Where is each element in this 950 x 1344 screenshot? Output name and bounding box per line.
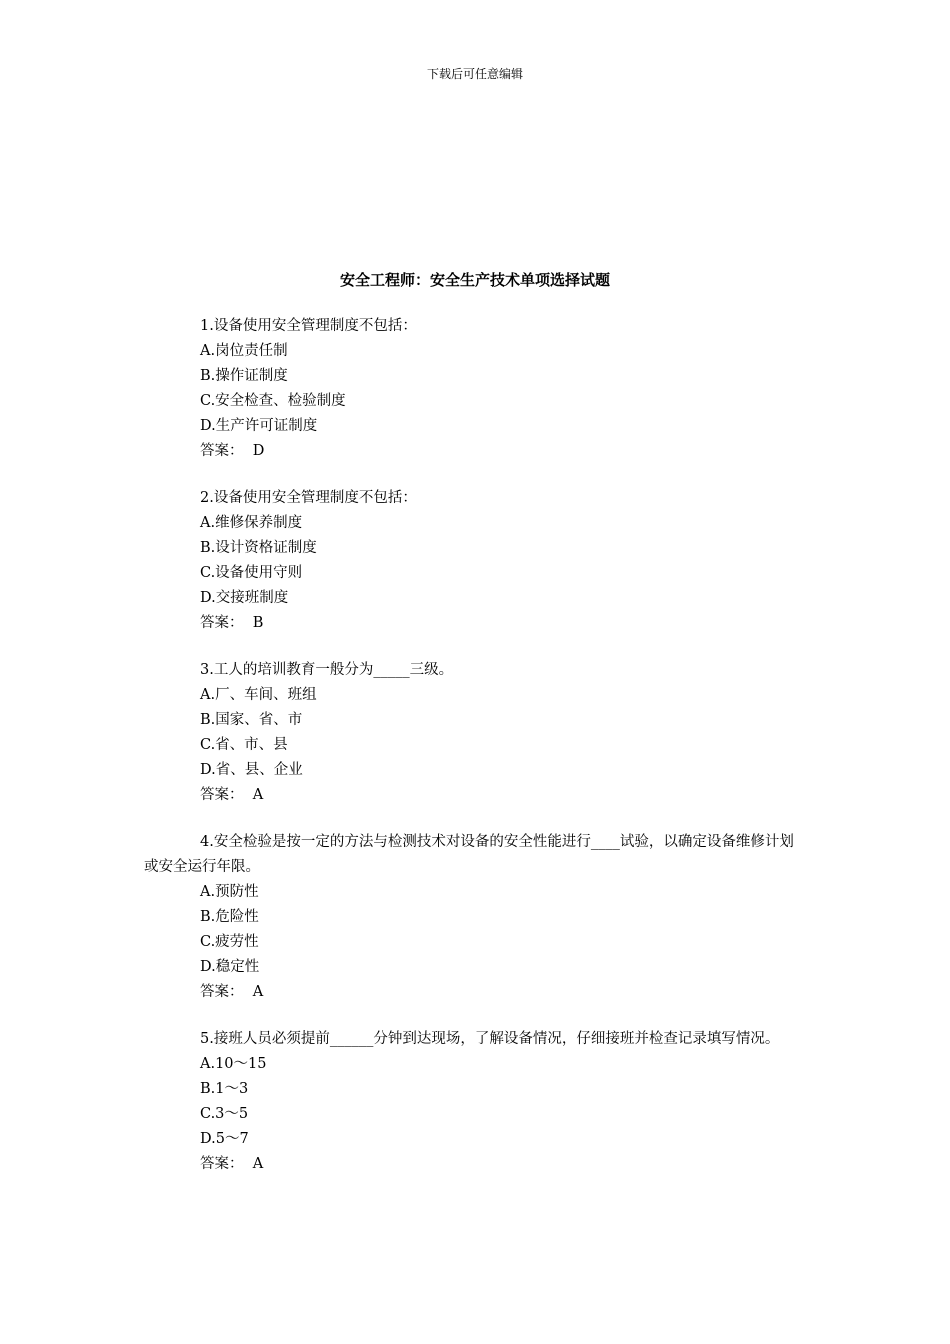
option-c: C.省、市、县 [200,737,288,753]
option-a: A.10～15 [200,1056,267,1072]
answer-value: A [252,1156,264,1172]
option-a: A.维修保养制度 [200,515,303,531]
answer-value: B [252,615,264,631]
question-4 [144,830,808,1005]
question-5 [144,1027,808,1177]
question-stem: 3.工人的培训教育一般分为_____三级。 [200,662,454,678]
option-b: B.危险性 [200,909,259,925]
question-stem: 5.接班人员必须提前______分钟到达现场，了解设备情况，仔细接班并检查记录填写情况。 [200,1031,780,1047]
answer-value: D [252,443,265,459]
answer-value: A [252,787,264,803]
answer-label: 答案： [200,984,244,1000]
question-stem: 1.设备使用安全管理制度不包括： [200,318,417,334]
option-d: D.5～7 [200,1131,249,1147]
answer-label: 答案： [200,787,244,803]
option-c: C.安全检查、检验制度 [200,393,346,409]
question-2 [144,486,808,636]
option-d: D.省、县、企业 [200,762,303,778]
document-title: 安全工程师：安全生产技术单项选择试题 [339,271,610,289]
answer-label: 答案： [200,443,244,459]
option-d: D.交接班制度 [200,590,289,606]
option-b: B.设计资格证制度 [200,540,317,556]
option-d: D.生产许可证制度 [200,418,318,434]
answer-line [144,439,808,464]
question-list [144,314,808,1199]
option-a: A.厂、车间、班组 [200,687,317,703]
answer-value: A [252,984,264,1000]
option-b: B.1～3 [200,1081,249,1097]
option-c: C.疲劳性 [200,934,259,950]
question-3 [144,658,808,808]
option-c: C.设备使用守则 [200,565,303,581]
question-stem: 2.设备使用安全管理制度不包括： [200,490,417,506]
option-b: B.操作证制度 [200,368,288,384]
option-c: C.3～5 [200,1106,249,1122]
option-b: B.国家、省、市 [200,712,303,728]
question-stem: 4.安全检验是按一定的方法与检测技术对设备的安全性能进行____试验，以确定设备维修计划或安全运行年限。 [144,834,794,875]
header-note: 下载后可任意编辑 [426,67,523,81]
answer-line [144,611,808,636]
answer-label: 答案： [200,1156,244,1172]
answer-label: 答案： [200,615,244,631]
question-1 [144,314,808,464]
option-a: A.预防性 [200,884,259,900]
option-d: D.稳定性 [200,959,260,975]
answer-line [144,1152,808,1177]
option-a: A.岗位责任制 [200,343,288,359]
answer-line [144,980,808,1005]
answer-line [144,783,808,808]
